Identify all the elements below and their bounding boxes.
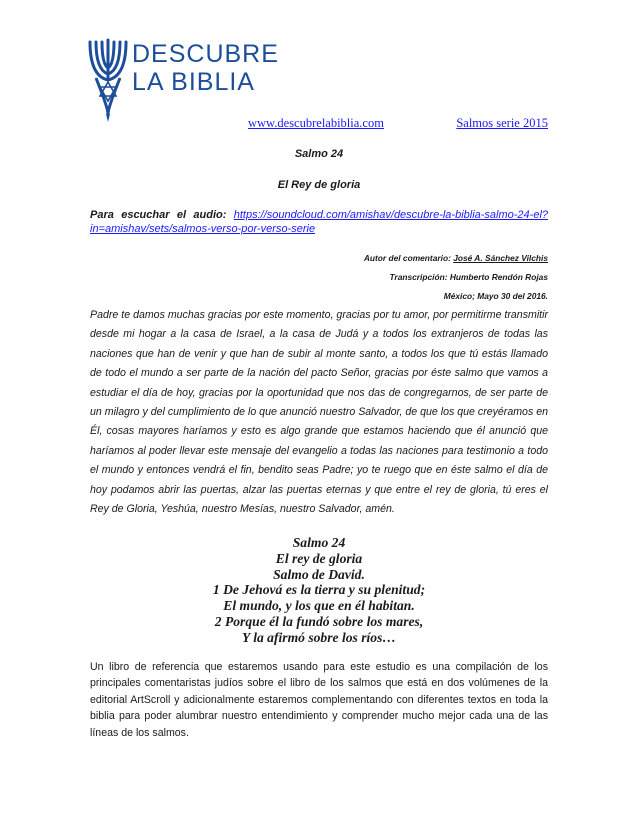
verse-line: Y la afirmó sobre los ríos… [242,629,396,645]
audio-label: Para escuchar el audio: [90,209,227,221]
author-name: José A. Sánchez Vilchis [453,253,548,263]
credits [364,249,548,306]
logo [86,34,279,126]
verse-line: Salmo 24 [292,535,346,550]
verse-line: 1 De Jehová es la tierra y su plenitud; [212,582,426,598]
verse-line: Salmo de David. [273,566,365,582]
body-paragraph: Un libro de referencia que estaremos usando para este estudio es una compilación de los principales comentaristas judíos sobre el libro de los salmos que está en dos volúmenes de la editorial ArtScroll y adicionalmente estaremos complementando con diferentes textos en toda la biblia para poder alumbrar nuestro entendimiento y comprender mucho mejor cada una de las líneas de los salmos. [90,661,548,739]
psalm-title: Salmo 24 [294,148,344,160]
audio-link[interactable]: https://soundcloud.com/amishav/descubre-la-biblia-salmo-24-el?in=amishav/sets/salmos-verso-por-verso-serie [90,209,549,235]
logo-line-1: DESCUBRE [132,40,279,68]
site-link[interactable]: www.descubrelabiblia.com [248,116,384,130]
psalm-verse [90,535,548,646]
transcription-line: Transcripción: Humberto Rendón Rojas [389,272,548,282]
header-links [90,116,548,134]
menorah-fish-icon [86,34,132,126]
psalm-subtitle: El Rey de gloria [277,179,361,191]
author-label: Autor del comentario: [363,253,451,263]
verse-line: 2 Porque él la fundó sobre los mares, [214,613,424,629]
author-line [364,249,548,268]
opening-prayer: Padre te damos muchas gracias por este momento, gracias por tu amor, por permitirme transmitir desde mi hogar a la casa de Israel, a la casa de Judá y a todos los extranjeros de todas las naciones que han de venir y que han de subir al monte santo, a todos los que tú estás llamado de todo el mundo a ser parte de la nación del pacto Señor, gracias por éste salmo que vamos a estudiar el día de hoy, gracias por la oportunidad que nos das de congregarnos, de ser parte de un milagro y del cumplimiento de lo que anunció nuestro Salvador, de que los que creyéramos en Él, cosas mayores haríamos y esto es algo grande que estamos haciendo que él anunció que haríamos al poder llevar este mensaje del evangelio a todas las naciones para testimonio a todo el mundo y entonces vendrá el fin, bendito seas Padre; yo te ruego que en éste salmo el día de hoy podamos abrir las puertas, alzar las puertas eternas y que entre el rey de gloria, tú eres el Rey de Gloria, Yeshúa, nuestro Mesías, nuestro Salvador, amén. [90,309,548,516]
audio-paragraph [90,208,548,236]
verse-line: El rey de gloria [275,550,363,566]
logo-line-2: LA BIBLIA [132,68,255,96]
verse-line: El mundo, y los que en él habitan. [223,598,415,614]
place-date-line: México; Mayo 30 del 2016. [443,291,548,301]
series-link[interactable]: Salmos serie 2015 [456,116,548,130]
